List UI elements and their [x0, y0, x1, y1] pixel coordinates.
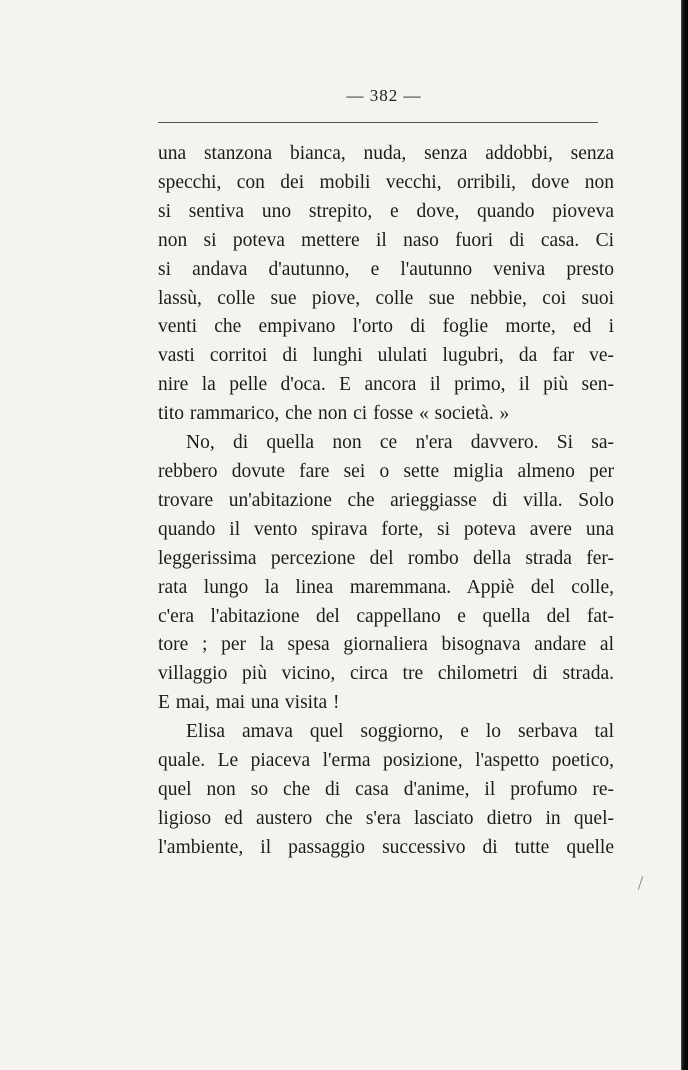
- text-line: l'ambiente, il passaggio successivo di tutte quelle: [158, 836, 614, 858]
- text-line: si sentiva uno strepito, e dove, quando pioveva: [158, 200, 614, 222]
- text-line: lassù, colle sue piove, colle sue nebbie, coi suoi: [158, 287, 614, 309]
- text-line: E mai, mai una visita !: [158, 692, 340, 714]
- paragraph-2: [158, 429, 614, 718]
- text-line: quando il vento spirava forte, si poteva avere una: [158, 518, 614, 540]
- text-line: nire la pelle d'oca. E ancora il primo, il più sen-: [158, 374, 614, 396]
- text-line: una stanzona bianca, nuda, senza addobbi, senza: [158, 143, 614, 164]
- text-line: villaggio più vicino, circa tre chilometri di strada.: [158, 663, 614, 685]
- text-line: leggerissima percezione del rombo della strada fer-: [158, 547, 614, 569]
- text-line: rebbero dovute fare sei o sette miglia almeno per: [158, 460, 614, 482]
- header-rule: [158, 122, 598, 123]
- paragraph-3: [158, 718, 614, 863]
- text-line: tore ; per la spesa giornaliera bisognava andare al: [158, 634, 614, 656]
- text-line: c'era l'abitazione del cappellano e quella del fat-: [158, 605, 614, 627]
- text-line: vasti corritoi di lunghi ululati lugubri, da far ve-: [158, 345, 614, 367]
- stray-mark: [638, 876, 643, 890]
- text-line: trovare un'abitazione che arieggiasse di villa. Solo: [158, 489, 614, 511]
- text-line: rata lungo la linea maremmana. Appiè del colle,: [158, 576, 614, 598]
- text-line: No, di quella non ce n'era davvero. Si sa-: [186, 432, 614, 454]
- text-line: tito rammarico, che non ci fosse « società. »: [158, 403, 510, 425]
- text-line: specchi, con dei mobili vecchi, orribili, dove non: [158, 171, 614, 193]
- text-line: venti che empivano l'orto di foglie morte, ed i: [158, 316, 614, 338]
- page-number: — 382 —: [346, 86, 422, 105]
- text-line: quel non so che di casa d'anime, il profumo re-: [158, 778, 614, 800]
- text-line: quale. Le piaceva l'erma posizione, l'aspetto poetico,: [158, 750, 614, 772]
- text-line: si andava d'autunno, e l'autunno veniva presto: [158, 258, 614, 280]
- paragraph-1: [158, 140, 614, 429]
- page-edge-bar: [681, 0, 688, 1070]
- text-line: Elisa amava quel soggiorno, e lo serbava tal: [186, 721, 614, 743]
- text-line: non si poteva mettere il naso fuori di casa. Ci: [158, 229, 614, 251]
- body-text: [158, 140, 614, 863]
- text-line: ligioso ed austero che s'era lasciato dietro in quel-: [158, 807, 614, 829]
